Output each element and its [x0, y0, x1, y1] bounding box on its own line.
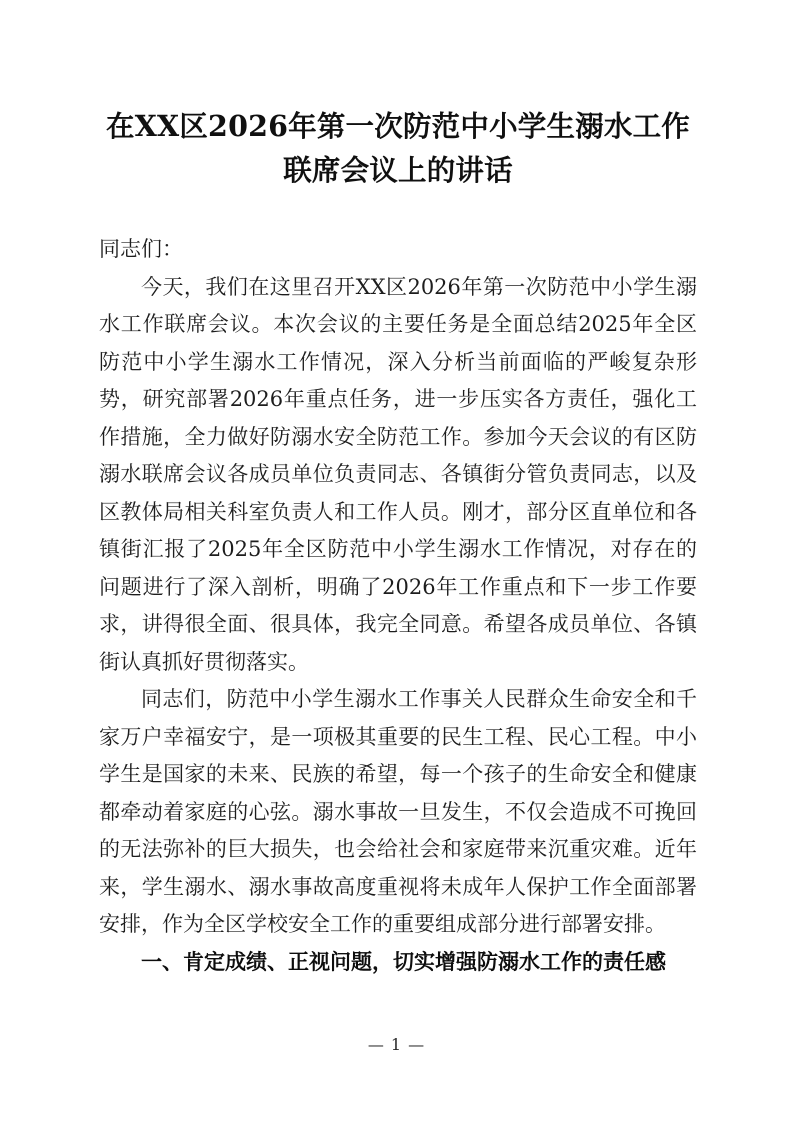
section-heading-1: 一、肯定成绩、正视问题，切实增强防溺水工作的责任感 — [141, 949, 666, 974]
body-paragraph-2: 同志们，防范中小学生溺水工作事关人民群众生命安全和千家万户幸福安宁，是一项极其重要的民生工程、民心工程。中小学生是国家的未来、民族的希望，每一个孩子的生命安全和健康都牵动着家庭的心弦。溺水事故一旦发生，不仅会造成不可挽回的无法弥补的巨大损失，也会给社会和家庭带来沉重灾难。近年来，学生溺水、溺水事故高度重视将未成年人保护工作全面部署安排，作为全区学校安全工作的重要组成部分进行部署安排。 — [99, 687, 697, 936]
salutation: 同志们： — [99, 237, 183, 261]
page-number-footer: — 1 — — [367, 1035, 426, 1054]
document-content — [99, 0, 697, 981]
body-paragraph-1: 今天，我们在这里召开XX区2026年第一次防范中小学生溺水工作联席会议。本次会议的主要任务是全面总结2025年全区防范中小学生溺水工作情况，深入分析当前面临的严峻复杂形势，研究部署2026年重点任务，进一步压实各方责任，强化工作措施，全力做好防溺水安全防范工作。参加今天会议的有区防溺水联席会议各成员单位负责同志、各镇街分管负责同志，以及区教体局相关科室负责人和工作人员。刚才，部分区直单位和各镇街汇报了2025年全区防范中小学生溺水工作情况，对存在的问题进行了深入剖析，明确了2026年工作重点和下一步工作要求，讲得很全面、很具体，我完全同意。希望各成员单位、各镇街认真抓好贯彻落实。 — [99, 274, 697, 674]
page-title: 在XX区2026年第一次防范中小学生溺水工作联席会议上的讲话 — [106, 109, 690, 187]
